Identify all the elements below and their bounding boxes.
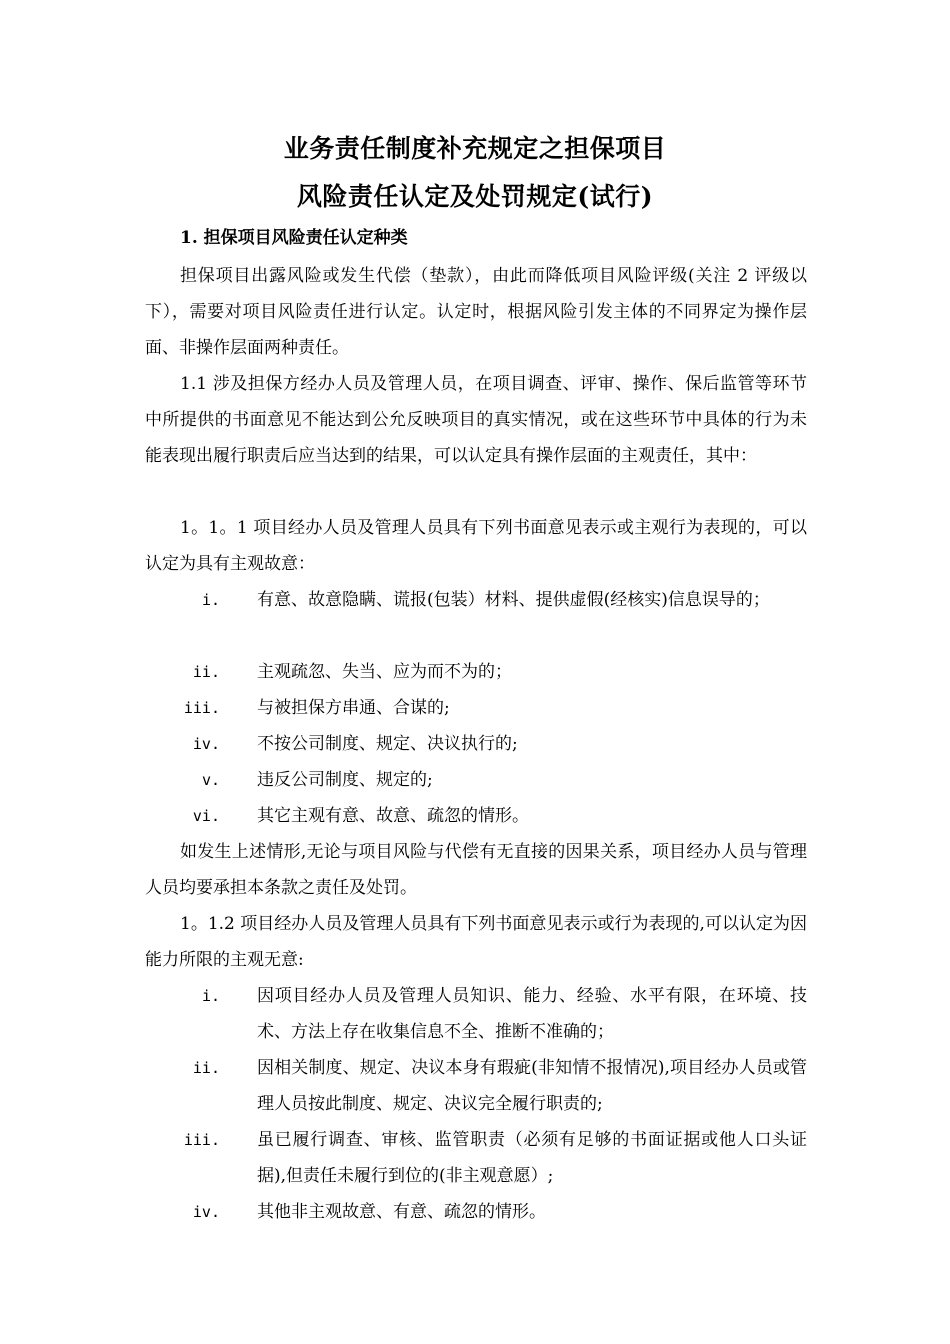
list-item-text: 与被担保方串通、合谋的; (257, 698, 450, 718)
list-item-number: iii. (183, 1131, 220, 1149)
section-heading: 1. 担保项目风险责任认定种类 (180, 228, 408, 248)
list-item-number: ii. (192, 1059, 220, 1077)
paragraph-1-1: 1.1 涉及担保方经办人员及管理人员，在项目调查、评审、操作、保后监管等环节中所提供的书面意见不能达到公允反映项目的真实情况，或在这些环节中具体的行为未能表现出履行职责后应当达到的结果，可以认定具有操作层面的主观责任，其中： (145, 374, 807, 466)
list-item-text: 虽已履行调查、审核、监管职责（必须有足够的书面证据或他人口头证据),但责任未履行到位的(非主观意愿）; (257, 1130, 807, 1186)
list-item-text: 有意、故意隐瞒、谎报(包装）材料、提供虚假(经核实)信息误导的； (257, 590, 770, 610)
list-item-text: 其他非主观故意、有意、疏忽的情形。 (257, 1202, 546, 1222)
paragraph-1-1-2: 1。1.2 项目经办人员及管理人员具有下列书面意见表示或行为表现的,可以认定为因能力所限的主观无意: (145, 914, 807, 970)
list-item-number: vi. (192, 807, 220, 825)
document-title-line-1: 业务责任制度补充规定之担保项目 (283, 134, 667, 163)
list-item-text: 不按公司制度、规定、决议执行的; (257, 734, 518, 754)
document-title-line-2: 风险责任认定及处罚规定(试行) (296, 182, 654, 211)
intro-paragraph: 担保项目出露风险或发生代偿（垫款），由此而降低项目风险评级(关注 2 评级以下），需要对项目风险责任进行认定。认定时，根据风险引发主体的不同界定为操作层面、非操作层面两种责任。 (145, 266, 807, 358)
list-item-number: iv. (192, 735, 220, 753)
list-item-number: ii. (192, 663, 220, 681)
list-item-text: 因项目经办人员及管理人员知识、能力、经验、水平有限，在环境、技术、方法上存在收集信息不全、推断不准确的； (257, 986, 807, 1042)
list-item-text: 其它主观有意、故意、疏忽的情形。 (257, 806, 529, 826)
list-item-number: iii. (183, 699, 220, 717)
list-item-text: 主观疏忽、失当、应为而不为的； (257, 662, 512, 682)
list-item-number: v. (201, 771, 220, 789)
paragraph-1-1-1: 1。1。1 项目经办人员及管理人员具有下列书面意见表示或主观行为表现的，可以认定为具有主观故意： (145, 518, 807, 574)
list-item-text: 违反公司制度、规定的; (257, 770, 433, 790)
list-item-number: iv. (192, 1203, 220, 1221)
list-item-number: i. (201, 591, 220, 609)
list-item-number: i. (201, 987, 220, 1005)
consequence-paragraph: 如发生上述情形,无论与项目风险与代偿有无直接的因果关系，项目经办人员与管理人员均要承担本条款之责任及处罚。 (145, 842, 807, 898)
list-item-text: 因相关制度、规定、决议本身有瑕疵(非知情不报情况),项目经办人员或管理人员按此制度、规定、决议完全履行职责的; (257, 1058, 807, 1114)
